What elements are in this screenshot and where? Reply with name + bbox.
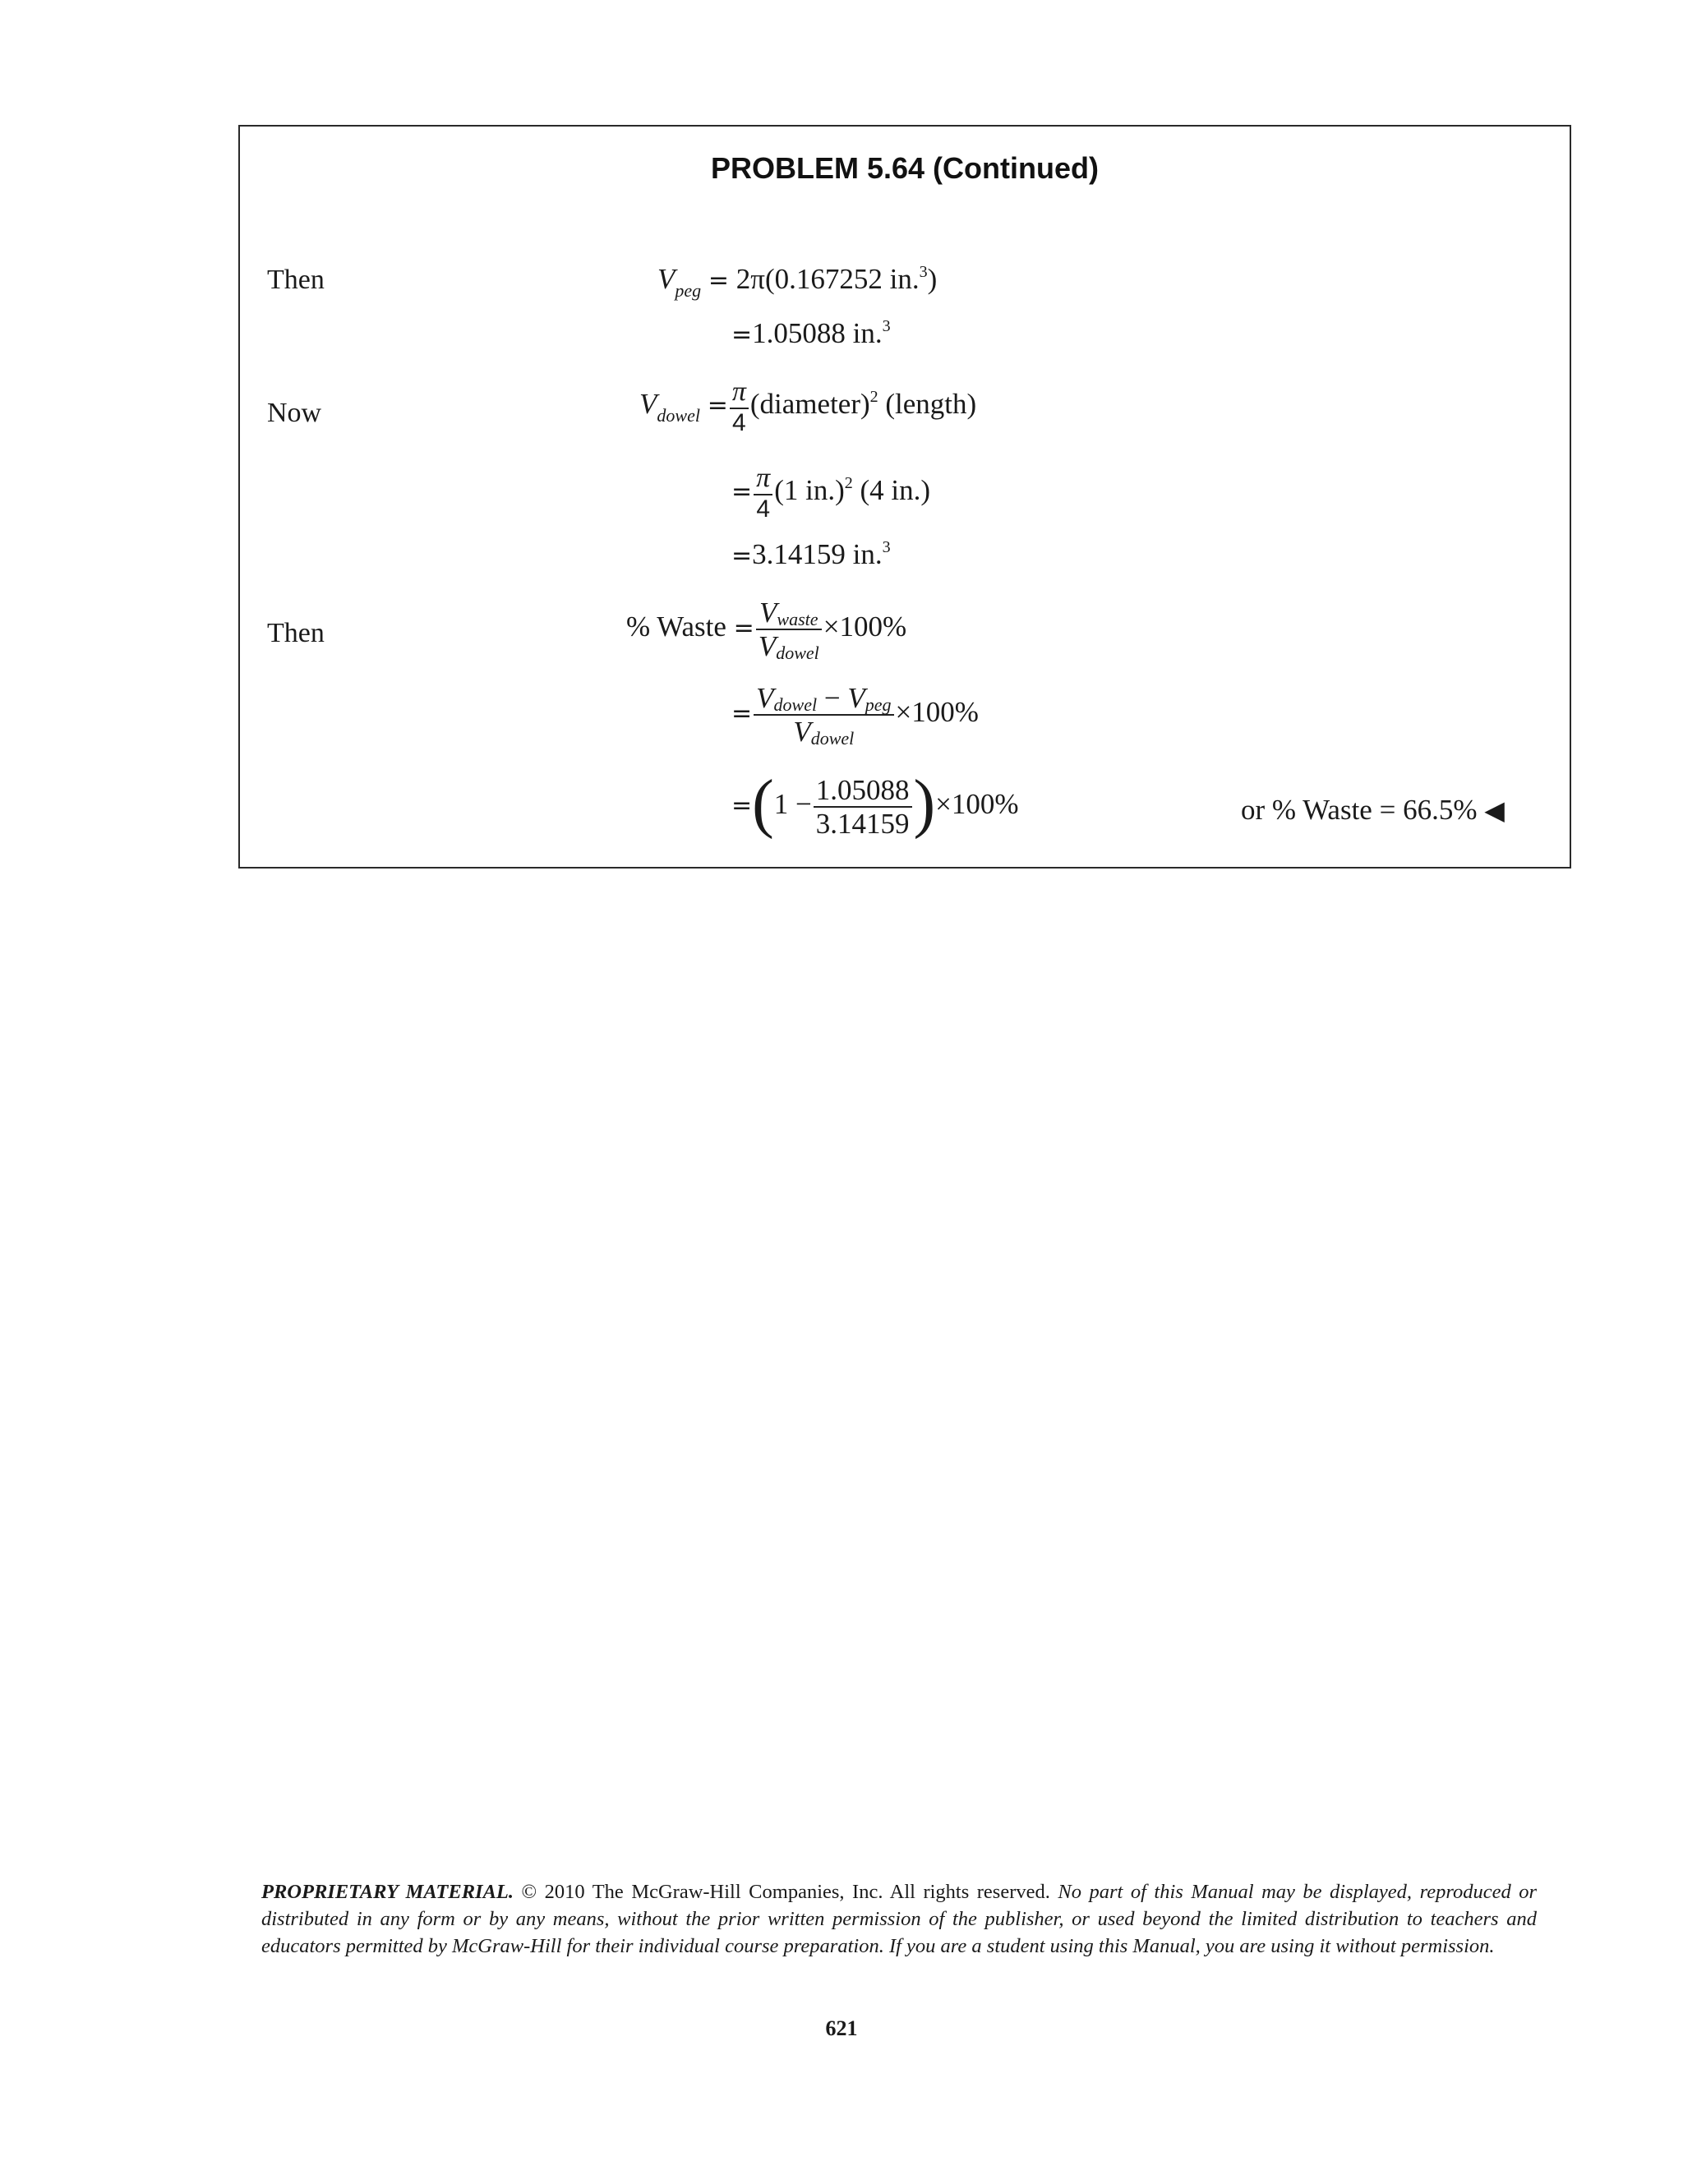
waste-lhs: % Waste bbox=[626, 611, 726, 643]
eq-waste-line3: =(1 − $\frac{1.05088}{3.14159}$ )×100% bbox=[731, 767, 1019, 840]
var-v: V bbox=[657, 263, 676, 295]
ratio-fraction: $\frac{1.05088}{3.14159}$ bbox=[814, 776, 912, 838]
sub-dowel: dowel bbox=[657, 405, 700, 426]
eq-vdowel-line2: = $\frac{\pi}{4}$ (1 in.)$^2$ (4 in.) bbox=[731, 463, 931, 523]
eq-vdowel-line1: $V_{dowel}$ = $\frac{\pi}{4}$ (diameter)$^2$ (length) bbox=[639, 376, 977, 436]
eq-vpeg-line1: $V_{peg} = 2\pi(0.167252$ in.$^3$) bbox=[657, 263, 938, 301]
answer-arrow-icon: ◀ bbox=[1484, 795, 1505, 826]
label-now: Now bbox=[267, 398, 322, 428]
footer-bold-label: PROPRIETARY MATERIAL. bbox=[261, 1881, 514, 1903]
label-then-2: Then bbox=[267, 618, 325, 648]
eq-waste-line2: = $\frac{\text{Vdowel − Vpeg}}{\text{Vdowel}}$ ×100% bbox=[731, 682, 979, 749]
vdiff-over-vdowel: $\frac{\text{Vdowel − Vpeg}}{\text{Vdowel}}$ bbox=[754, 684, 893, 746]
waste-result bbox=[1241, 795, 1505, 824]
page-number: 621 bbox=[825, 2016, 858, 2040]
eq-waste-line1: % Waste = $\frac{\text{Vwaste}}{\text{Vdowel}}$ ×100% bbox=[626, 597, 907, 663]
eq-vpeg-line2: =1.05088 in.$^3$ bbox=[731, 317, 891, 349]
vpeg-value: 1.05088 in. bbox=[752, 317, 883, 349]
label-then-1: Then bbox=[267, 265, 325, 295]
vwaste-over-vdowel: $\frac{\text{Vwaste}}{\text{Vdowel}}$ bbox=[756, 598, 822, 661]
footer-italic-text: No part of this Manual may be displayed, reproduced or distributed in any form or by any means, without the prior written permission of the publisher, or used beyond the limited distribution to teachers and educators permitted by McGraw-Hill for their individual course preparation. If you are a student using this Manual, you are using it without permission. bbox=[261, 1881, 1537, 1957]
pi-over-4-fraction: $\frac{\pi}{4}$ bbox=[730, 378, 749, 435]
copyright-footer bbox=[261, 1878, 1537, 1960]
problem-title: PROBLEM 5.64 (Continued) bbox=[710, 151, 1099, 185]
vpeg-expression: 2π(0.167252 in. bbox=[735, 263, 920, 295]
waste-result-text: or % Waste = 66.5% bbox=[1241, 794, 1478, 826]
vdowel-value: 3.14159 in. bbox=[752, 538, 883, 570]
sub-peg: peg bbox=[675, 280, 702, 301]
eq-vdowel-line3: =3.14159 in.$^3$ bbox=[731, 538, 891, 570]
footer-normal-text: © 2010 The McGraw-Hill Companies, Inc. All rights reserved. bbox=[514, 1881, 1050, 1903]
